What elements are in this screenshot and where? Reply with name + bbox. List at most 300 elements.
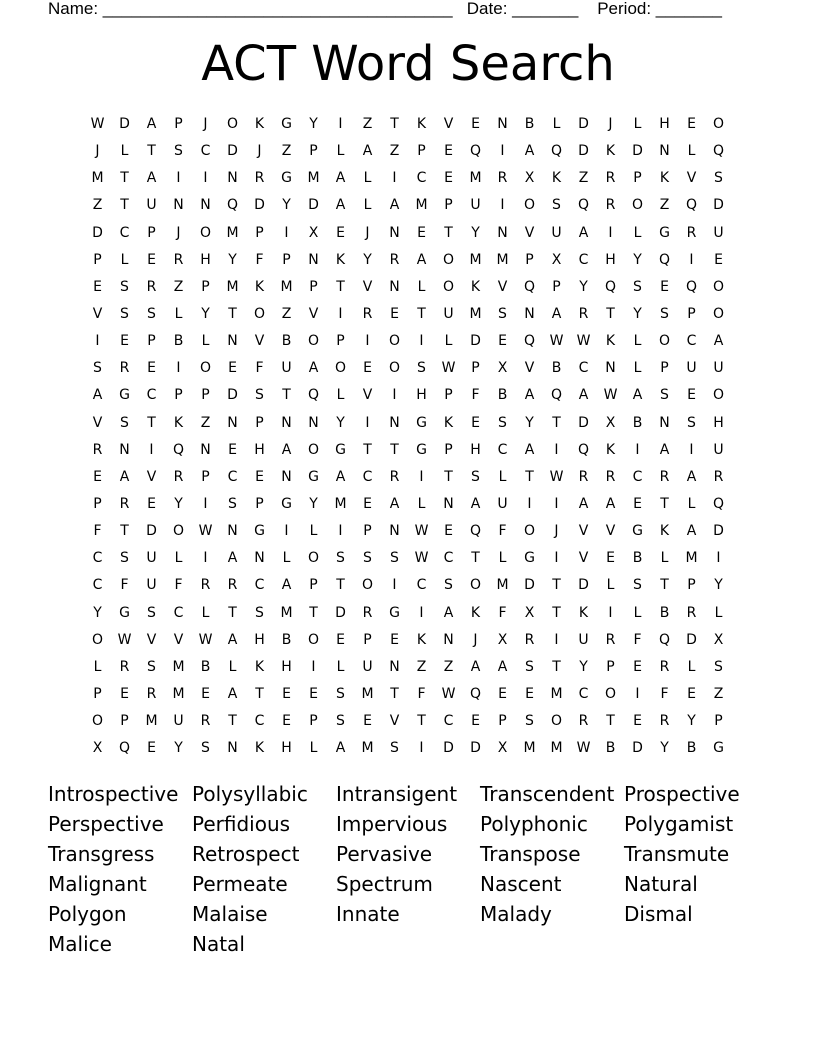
grid-letter: I xyxy=(500,143,505,160)
grid-letter: P xyxy=(309,143,318,160)
grid-letter: H xyxy=(659,116,670,132)
grid-letter: T xyxy=(120,197,129,214)
grid-letter: M xyxy=(226,224,239,241)
grid-letter: T xyxy=(336,278,345,295)
grid-letter: Y xyxy=(93,604,102,621)
grid-letter: I xyxy=(365,333,370,350)
grid-letter: R xyxy=(524,631,535,648)
grid-letter: O xyxy=(172,523,185,540)
grid-letter: M xyxy=(469,305,482,322)
grid-letter: W xyxy=(414,550,429,567)
grid-letter: N xyxy=(497,116,508,132)
grid-letter: C xyxy=(146,387,157,404)
grid-letter: T xyxy=(228,305,237,322)
grid-letter: S xyxy=(174,143,183,160)
grid-letter: Q xyxy=(712,495,725,512)
grid-letter: N xyxy=(659,143,670,160)
grid-letter: R xyxy=(119,658,130,675)
grid-letter: A xyxy=(146,116,157,132)
grid-letter: R xyxy=(686,224,697,241)
grid-letter: K xyxy=(605,333,616,350)
grid-letter: F xyxy=(498,523,507,540)
grid-letter: L xyxy=(120,143,129,160)
grid-letter: Y xyxy=(282,197,291,214)
grid-letter: R xyxy=(605,170,616,187)
grid-letter: T xyxy=(552,577,561,594)
grid-letter: G xyxy=(524,550,535,567)
grid-letter: N xyxy=(254,550,265,567)
grid-letter: K xyxy=(254,278,265,295)
grid-letter: A xyxy=(470,495,481,512)
grid-letter: Q xyxy=(469,685,482,702)
grid-letter: M xyxy=(361,685,374,702)
grid-letter: W xyxy=(90,116,105,132)
grid-letter: R xyxy=(605,197,616,214)
grid-letter: D xyxy=(470,740,481,757)
grid-letter: K xyxy=(416,116,427,132)
grid-letter: A xyxy=(335,740,346,757)
grid-letter: N xyxy=(200,197,211,214)
grid-letter: W xyxy=(117,631,132,648)
grid-letter: N xyxy=(119,441,130,458)
grid-letter: R xyxy=(389,468,400,485)
grid-letter: D xyxy=(578,414,589,431)
grid-letter: B xyxy=(632,414,643,431)
grid-letter: E xyxy=(282,685,291,702)
grid-letter: O xyxy=(550,713,563,730)
grid-letter: A xyxy=(281,441,292,458)
grid-letter: T xyxy=(120,523,129,540)
grid-letter: U xyxy=(713,224,724,241)
grid-letter: K xyxy=(254,658,265,675)
grid-letter: L xyxy=(282,550,291,567)
grid-letter: Q xyxy=(172,441,185,458)
grid-letter: F xyxy=(633,631,642,648)
grid-letter: Q xyxy=(685,197,698,214)
grid-letter: P xyxy=(525,251,534,268)
grid-letter: E xyxy=(147,251,156,268)
grid-letter: F xyxy=(255,251,264,268)
grid-letter: R xyxy=(389,251,400,268)
grid-letter: L xyxy=(687,658,696,675)
grid-letter: Q xyxy=(577,441,590,458)
grid-letter: T xyxy=(363,441,372,458)
grid-letter: M xyxy=(550,740,563,757)
grid-letter: S xyxy=(714,170,723,187)
grid-letter: P xyxy=(147,333,156,350)
grid-letter: B xyxy=(659,604,670,621)
grid-letter: D xyxy=(713,197,724,214)
grid-letter: M xyxy=(361,740,374,757)
grid-letter: P xyxy=(363,523,372,540)
grid-letter: P xyxy=(444,197,453,214)
grid-letter: Q xyxy=(658,631,671,648)
grid-letter: D xyxy=(470,333,481,350)
grid-letter: W xyxy=(198,523,213,540)
grid-letter: O xyxy=(604,685,617,702)
grid-letter: P xyxy=(633,170,642,187)
grid-letter: P xyxy=(201,278,210,295)
student-info-line: Name: _____________________________________ Date: _______ Period: _______ xyxy=(48,0,722,18)
grid-letter: P xyxy=(606,658,615,675)
word-bank-item: Permeate xyxy=(192,872,288,896)
grid-letter: S xyxy=(552,197,561,214)
grid-letter: V xyxy=(524,360,535,377)
grid-letter: W xyxy=(576,333,591,350)
grid-letter: R xyxy=(173,251,184,268)
grid-letter: N xyxy=(443,631,454,648)
grid-letter: P xyxy=(309,278,318,295)
grid-letter: Y xyxy=(363,251,372,268)
grid-letter: E xyxy=(444,143,453,160)
grid-letter: I xyxy=(689,441,694,458)
grid-letter: G xyxy=(308,468,319,485)
grid-letter: J xyxy=(608,116,613,132)
grid-letter: E xyxy=(336,631,345,648)
grid-letter: R xyxy=(146,685,157,702)
grid-letter: A xyxy=(605,495,616,512)
grid-letter: P xyxy=(93,685,102,702)
word-bank-item: Retrospect xyxy=(192,842,300,866)
grid-letter: X xyxy=(551,251,562,268)
grid-letter: U xyxy=(497,495,508,512)
grid-letter: N xyxy=(524,305,535,322)
grid-letter: L xyxy=(201,333,210,350)
grid-letter: L xyxy=(336,387,345,404)
grid-letter: X xyxy=(497,360,508,377)
grid-letter: K xyxy=(443,414,454,431)
grid-letter: Z xyxy=(443,658,454,675)
grid-letter: H xyxy=(281,740,292,757)
grid-letter: S xyxy=(525,713,534,730)
grid-letter: R xyxy=(659,468,670,485)
grid-letter: O xyxy=(334,360,347,377)
grid-letter: N xyxy=(443,495,454,512)
grid-letter: C xyxy=(443,713,454,730)
grid-letter: L xyxy=(498,468,507,485)
grid-letter: G xyxy=(119,604,130,621)
grid-letter: A xyxy=(335,468,346,485)
grid-letter: L xyxy=(633,360,642,377)
grid-letter: A xyxy=(362,143,373,160)
grid-letter: A xyxy=(389,197,400,214)
grid-letter: I xyxy=(284,224,289,241)
grid-letter: N xyxy=(605,360,616,377)
grid-letter: A xyxy=(281,577,292,594)
grid-letter: X xyxy=(92,740,103,757)
grid-letter: Y xyxy=(633,251,642,268)
grid-letter: G xyxy=(416,441,427,458)
grid-letter: I xyxy=(608,604,613,621)
grid-letter: R xyxy=(119,495,130,512)
grid-letter: D xyxy=(227,143,238,160)
grid-letter: T xyxy=(390,685,399,702)
grid-letter: Q xyxy=(658,251,671,268)
grid-letter: G xyxy=(335,441,346,458)
grid-letter: U xyxy=(146,550,157,567)
grid-letter: R xyxy=(362,604,373,621)
grid-letter: X xyxy=(497,740,508,757)
grid-letter: H xyxy=(254,441,265,458)
grid-letter: C xyxy=(497,441,508,458)
grid-letter: S xyxy=(390,550,399,567)
grid-letter: R xyxy=(92,441,103,458)
grid-letter: Q xyxy=(577,197,590,214)
grid-letter: P xyxy=(687,305,696,322)
grid-letter: Y xyxy=(579,658,588,675)
grid-letter: A xyxy=(335,197,346,214)
grid-letter: I xyxy=(392,577,397,594)
grid-letter: Y xyxy=(174,495,183,512)
word-bank-item: Transpose xyxy=(480,842,581,866)
grid-letter: Y xyxy=(633,305,642,322)
grid-letter: N xyxy=(281,414,292,431)
grid-letter: R xyxy=(119,360,130,377)
grid-letter: J xyxy=(554,523,559,540)
grid-letter: Y xyxy=(174,740,183,757)
grid-letter: E xyxy=(498,685,507,702)
grid-letter: I xyxy=(554,550,559,567)
grid-letter: A xyxy=(119,468,130,485)
grid-letter: P xyxy=(174,116,183,132)
grid-letter: Q xyxy=(550,143,563,160)
grid-letter: W xyxy=(414,523,429,540)
grid-letter: S xyxy=(336,550,345,567)
grid-letter: R xyxy=(146,278,157,295)
grid-letter: L xyxy=(417,495,426,512)
grid-letter: Q xyxy=(307,387,320,404)
grid-letter: T xyxy=(417,305,426,322)
word-bank-item: Introspective xyxy=(48,782,179,806)
grid-letter: L xyxy=(498,550,507,567)
grid-letter: W xyxy=(198,631,213,648)
grid-letter: D xyxy=(632,740,643,757)
grid-letter: O xyxy=(658,333,671,350)
grid-letter: L xyxy=(93,658,102,675)
grid-letter: Q xyxy=(550,387,563,404)
grid-letter: Y xyxy=(228,251,237,268)
grid-letter: M xyxy=(685,550,698,567)
grid-letter: S xyxy=(498,305,507,322)
grid-letter: U xyxy=(686,360,697,377)
grid-letter: C xyxy=(254,713,265,730)
grid-letter: M xyxy=(280,278,293,295)
grid-letter: N xyxy=(389,658,400,675)
grid-letter: O xyxy=(307,631,320,648)
grid-letter: I xyxy=(176,360,181,377)
grid-letter: X xyxy=(605,414,616,431)
grid-letter: L xyxy=(606,577,615,594)
grid-letter: T xyxy=(309,604,318,621)
word-bank-item: Dismal xyxy=(624,902,693,926)
grid-letter: T xyxy=(606,305,615,322)
grid-letter: O xyxy=(469,577,482,594)
grid-letter: P xyxy=(552,278,561,295)
grid-letter: L xyxy=(660,550,669,567)
grid-letter: O xyxy=(307,441,320,458)
grid-letter: E xyxy=(201,685,210,702)
grid-letter: T xyxy=(390,116,399,132)
grid-letter: E xyxy=(606,550,615,567)
grid-letter: C xyxy=(632,468,643,485)
grid-letter: E xyxy=(282,713,291,730)
grid-letter: U xyxy=(713,360,724,377)
grid-letter: R xyxy=(605,631,616,648)
grid-letter: L xyxy=(444,333,453,350)
word-bank-item: Prospective xyxy=(624,782,740,806)
grid-letter: S xyxy=(714,658,723,675)
grid-letter: E xyxy=(633,713,642,730)
grid-letter: N xyxy=(659,414,670,431)
grid-letter: O xyxy=(442,278,455,295)
grid-letter: E xyxy=(363,713,372,730)
grid-letter: Y xyxy=(471,224,480,241)
grid-letter: S xyxy=(120,414,129,431)
grid-letter: P xyxy=(714,713,723,730)
grid-letter: R xyxy=(227,577,238,594)
word-bank-item: Intransigent xyxy=(336,782,458,806)
grid-letter: M xyxy=(307,170,320,187)
grid-letter: Q xyxy=(523,278,536,295)
grid-letter: Q xyxy=(604,278,617,295)
grid-letter: R xyxy=(659,658,670,675)
grid-letter: K xyxy=(605,441,616,458)
grid-letter: V xyxy=(308,305,319,322)
grid-letter: I xyxy=(419,333,424,350)
grid-letter: I xyxy=(338,116,343,132)
grid-letter: D xyxy=(146,523,157,540)
grid-letter: V xyxy=(443,116,454,132)
grid-letter: O xyxy=(226,116,239,132)
grid-letter: I xyxy=(392,387,397,404)
grid-letter: W xyxy=(549,333,564,350)
grid-letter: V xyxy=(497,278,508,295)
grid-letter: X xyxy=(308,224,319,241)
grid-letter: P xyxy=(147,224,156,241)
grid-letter: Y xyxy=(714,577,723,594)
grid-letter: S xyxy=(390,740,399,757)
grid-letter: V xyxy=(254,333,265,350)
grid-letter: I xyxy=(149,441,154,458)
grid-letter: Z xyxy=(578,170,589,187)
grid-letter: O xyxy=(712,387,725,404)
grid-letter: X xyxy=(524,604,535,621)
grid-letter: K xyxy=(173,414,184,431)
grid-letter: B xyxy=(281,333,292,350)
grid-letter: G xyxy=(659,224,670,241)
grid-letter: O xyxy=(253,305,266,322)
grid-letter: F xyxy=(255,360,264,377)
grid-letter: P xyxy=(282,251,291,268)
grid-letter: S xyxy=(687,414,696,431)
grid-letter: E xyxy=(147,360,156,377)
grid-letter: I xyxy=(635,441,640,458)
grid-letter: Y xyxy=(201,305,210,322)
grid-letter: P xyxy=(660,360,669,377)
grid-letter: M xyxy=(172,685,185,702)
grid-letter: L xyxy=(633,224,642,241)
grid-letter: D xyxy=(92,224,103,241)
grid-letter: E xyxy=(228,360,237,377)
grid-letter: W xyxy=(441,685,456,702)
grid-letter: P xyxy=(93,495,102,512)
grid-letter: E xyxy=(444,523,453,540)
grid-letter: S xyxy=(336,685,345,702)
grid-letter: H xyxy=(416,387,427,404)
grid-letter: L xyxy=(417,278,426,295)
grid-letter: A xyxy=(578,224,589,241)
grid-letter: L xyxy=(714,604,723,621)
grid-letter: P xyxy=(417,143,426,160)
grid-letter: K xyxy=(335,251,346,268)
grid-letter: N xyxy=(281,468,292,485)
grid-letter: E xyxy=(147,495,156,512)
grid-letter: S xyxy=(363,550,372,567)
grid-letter: T xyxy=(606,713,615,730)
grid-letter: B xyxy=(686,740,697,757)
grid-letter: I xyxy=(203,170,208,187)
grid-letter: L xyxy=(633,604,642,621)
grid-letter: E xyxy=(687,685,696,702)
grid-letter: I xyxy=(311,658,316,675)
grid-letter: A xyxy=(659,441,670,458)
grid-letter: Y xyxy=(309,116,318,132)
grid-letter: P xyxy=(255,414,264,431)
grid-letter: S xyxy=(120,278,129,295)
grid-letter: E xyxy=(471,414,480,431)
grid-letter: T xyxy=(147,143,156,160)
grid-letter: C xyxy=(578,251,589,268)
grid-letter: P xyxy=(174,387,183,404)
grid-letter: V xyxy=(92,414,103,431)
grid-letter: A xyxy=(524,143,535,160)
grid-letter: C xyxy=(227,468,238,485)
grid-letter: I xyxy=(176,170,181,187)
grid-letter: T xyxy=(552,658,561,675)
grid-letter: O xyxy=(523,197,536,214)
grid-letter: U xyxy=(551,224,562,241)
grid-letter: J xyxy=(203,116,208,132)
grid-letter: S xyxy=(147,658,156,675)
grid-letter: O xyxy=(442,251,455,268)
grid-letter: S xyxy=(201,740,210,757)
grid-letter: A xyxy=(497,658,508,675)
word-bank-item: Natal xyxy=(192,932,245,956)
grid-letter: I xyxy=(392,170,397,187)
grid-letter: E xyxy=(363,495,372,512)
grid-letter: S xyxy=(660,305,669,322)
grid-letter: I xyxy=(419,740,424,757)
grid-letter: D xyxy=(335,604,346,621)
grid-letter: L xyxy=(633,116,642,132)
grid-letter: U xyxy=(470,197,481,214)
grid-letter: Q xyxy=(712,143,725,160)
grid-letter: M xyxy=(496,577,509,594)
grid-letter: T xyxy=(525,468,534,485)
word-bank-item: Polyphonic xyxy=(480,812,588,836)
grid-letter: T xyxy=(660,495,669,512)
grid-letter: E xyxy=(417,224,426,241)
grid-letter: B xyxy=(281,631,292,648)
grid-letter: Z xyxy=(416,658,427,675)
grid-letter: P xyxy=(309,713,318,730)
grid-letter: D xyxy=(227,387,238,404)
grid-letter: O xyxy=(361,577,374,594)
grid-letter: C xyxy=(119,224,130,241)
grid-letter: I xyxy=(554,441,559,458)
grid-letter: L xyxy=(336,658,345,675)
grid-letter: A xyxy=(92,387,103,404)
